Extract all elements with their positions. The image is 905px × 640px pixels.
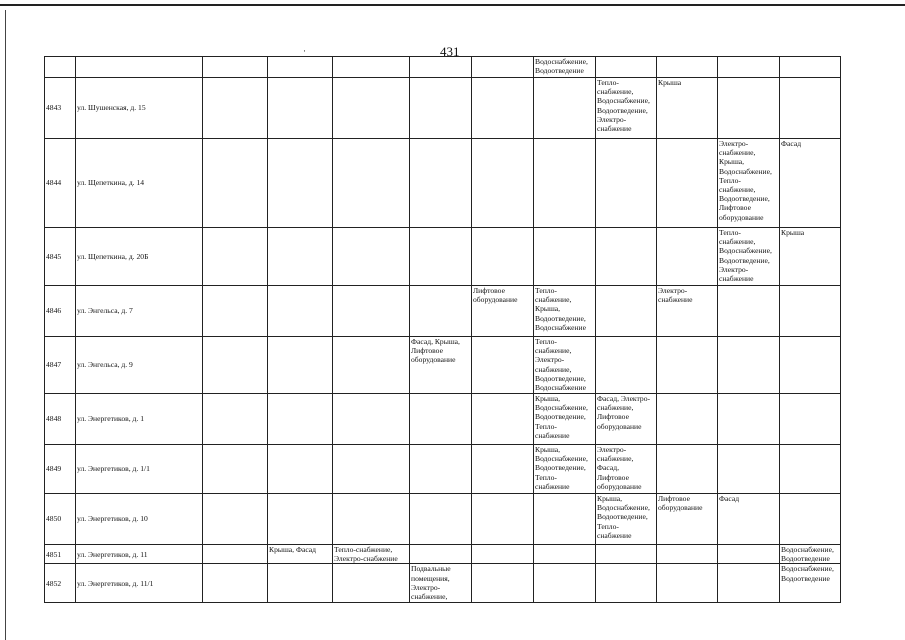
work-type-cell — [596, 139, 657, 228]
address-cell: ул. Энергетиков, д. 10 — [76, 494, 203, 545]
work-type-cell — [268, 445, 333, 494]
work-type-cell: Тепло- снабжение, Электро- снабжение, Водоотведение, Водоснабжение — [534, 337, 596, 394]
work-type-cell — [657, 394, 718, 445]
work-type-cell — [596, 564, 657, 603]
row-number: 4845 — [45, 228, 76, 286]
address-cell: ул. Энгельса, д. 9 — [76, 337, 203, 394]
work-type-cell — [333, 445, 410, 494]
work-type-cell — [268, 494, 333, 545]
top-border-line — [0, 4, 905, 6]
work-type-cell — [780, 394, 841, 445]
work-type-cell — [410, 394, 472, 445]
work-type-cell — [410, 139, 472, 228]
work-type-cell — [472, 494, 534, 545]
work-type-cell: Электро- снабжение, Фасад, Лифтовое оборудование — [596, 445, 657, 494]
work-type-cell: Крыша, Водоснабжение, Водоотведение, Тепло- снабжение — [534, 445, 596, 494]
work-type-cell: Крыша, Фасад — [268, 545, 333, 564]
row-number: 4847 — [45, 337, 76, 394]
left-border-line — [5, 10, 6, 640]
work-type-cell — [472, 545, 534, 564]
table-cell — [203, 57, 268, 78]
work-type-cell — [410, 545, 472, 564]
work-type-cell — [780, 494, 841, 545]
table-cell: Водоснабжение, Водоотведение — [534, 57, 596, 78]
work-type-cell — [472, 139, 534, 228]
work-type-cell — [718, 445, 780, 494]
work-type-cell: Фасад, Крыша, Лифтовое оборудование — [410, 337, 472, 394]
work-type-cell — [657, 564, 718, 603]
work-type-cell — [780, 78, 841, 139]
work-type-cell — [596, 337, 657, 394]
row-number: 4843 — [45, 78, 76, 139]
table-row — [45, 286, 841, 337]
scan-dot: · — [303, 46, 306, 56]
table-row — [45, 228, 841, 286]
work-type-cell: Электро- снабжение, Крыша, Водоснабжение, Тепло- снабжение, Водоотведение, Лифтовое оборудование — [718, 139, 780, 228]
work-type-cell — [472, 445, 534, 494]
work-type-cell — [410, 78, 472, 139]
work-type-cell — [534, 564, 596, 603]
row-number: 4850 — [45, 494, 76, 545]
address-cell: ул. Щепеткина, д. 20Б — [76, 228, 203, 286]
table-row — [45, 494, 841, 545]
table-cell — [333, 57, 410, 78]
table-cell — [410, 57, 472, 78]
work-type-cell — [534, 139, 596, 228]
table-row — [45, 564, 841, 603]
work-type-cell — [333, 286, 410, 337]
work-type-cell — [333, 564, 410, 603]
work-type-cell — [780, 337, 841, 394]
work-type-cell — [203, 228, 268, 286]
row-number: 4848 — [45, 394, 76, 445]
work-type-cell — [203, 139, 268, 228]
work-type-cell — [472, 394, 534, 445]
work-type-cell — [657, 139, 718, 228]
work-type-cell — [657, 228, 718, 286]
work-type-cell — [268, 564, 333, 603]
work-type-cell: Подвальные помещения, Электро- снабжение, — [410, 564, 472, 603]
table-row — [45, 394, 841, 445]
work-type-cell — [410, 445, 472, 494]
work-type-cell: Электро- снабжение — [657, 286, 718, 337]
work-type-cell — [268, 337, 333, 394]
table-row — [45, 337, 841, 394]
work-type-cell — [718, 545, 780, 564]
address-cell: ул. Энгельса, д. 7 — [76, 286, 203, 337]
work-type-cell — [596, 228, 657, 286]
work-type-cell — [534, 228, 596, 286]
work-type-cell — [472, 78, 534, 139]
table-cell — [76, 57, 203, 78]
work-type-cell — [718, 286, 780, 337]
table-cell — [268, 57, 333, 78]
work-type-cell — [410, 228, 472, 286]
page-number: 431 — [440, 44, 460, 59]
table-row — [45, 78, 841, 139]
work-type-cell — [780, 445, 841, 494]
work-type-cell — [268, 286, 333, 337]
work-type-cell — [596, 286, 657, 337]
table-cell — [657, 57, 718, 78]
work-type-cell: Крыша — [657, 78, 718, 139]
work-type-cell — [472, 564, 534, 603]
work-type-cell — [203, 78, 268, 139]
work-type-cell — [268, 139, 333, 228]
work-type-cell — [534, 545, 596, 564]
row-number: 4851 — [45, 545, 76, 564]
address-cell: ул. Энергетиков, д. 11/1 — [76, 564, 203, 603]
work-type-cell: Тепло-снабжение, Электро-снабжение — [333, 545, 410, 564]
work-type-cell — [333, 228, 410, 286]
work-type-cell — [780, 286, 841, 337]
work-type-cell — [268, 78, 333, 139]
work-type-cell — [333, 139, 410, 228]
row-number: 4849 — [45, 445, 76, 494]
work-type-cell — [718, 78, 780, 139]
work-type-cell — [534, 494, 596, 545]
work-type-cell: Фасад — [718, 494, 780, 545]
work-type-cell — [333, 78, 410, 139]
work-type-cell: Водоснабжение, Водоотведение — [780, 564, 841, 603]
table-row — [45, 445, 841, 494]
row-number: 4846 — [45, 286, 76, 337]
work-type-cell: Крыша, Водоснабжение, Водоотведение, Тепло- снабжение — [596, 494, 657, 545]
work-type-cell — [333, 394, 410, 445]
table-cell — [472, 57, 534, 78]
work-type-cell — [657, 445, 718, 494]
work-type-cell — [410, 286, 472, 337]
work-type-cell: Крыша — [780, 228, 841, 286]
work-type-cell — [203, 337, 268, 394]
work-type-cell — [472, 228, 534, 286]
work-type-cell — [203, 494, 268, 545]
row-number: 4852 — [45, 564, 76, 603]
work-type-cell — [657, 545, 718, 564]
work-type-cell: Тепло- снабжение, Водоснабжение, Водоотведение, Электро- снабжение — [718, 228, 780, 286]
work-type-cell — [203, 394, 268, 445]
table-cell — [596, 57, 657, 78]
table-row — [45, 57, 841, 78]
address-cell: ул. Энергетиков, д. 1/1 — [76, 445, 203, 494]
work-type-cell — [718, 394, 780, 445]
work-type-cell — [410, 494, 472, 545]
address-cell: ул. Щепеткина, д. 14 — [76, 139, 203, 228]
work-type-cell — [268, 228, 333, 286]
work-type-cell — [472, 337, 534, 394]
work-type-cell — [203, 564, 268, 603]
table-cell — [718, 57, 780, 78]
work-type-cell: Тепло- снабжение, Водоснабжение, Водоотведение, Электро- снабжение — [596, 78, 657, 139]
work-type-cell — [203, 545, 268, 564]
work-type-cell — [333, 494, 410, 545]
table-row — [45, 545, 841, 564]
work-type-cell — [657, 337, 718, 394]
work-type-cell — [534, 78, 596, 139]
capital-repair-table — [44, 56, 841, 603]
work-type-cell — [718, 337, 780, 394]
work-type-cell: Водоснабжение, Водоотведение — [780, 545, 841, 564]
address-cell: ул. Энергетиков, д. 1 — [76, 394, 203, 445]
work-type-cell: Фасад — [780, 139, 841, 228]
work-type-cell: Лифтовое оборудование — [472, 286, 534, 337]
address-cell: ул. Энергетиков, д. 11 — [76, 545, 203, 564]
work-type-cell — [333, 337, 410, 394]
work-type-cell — [203, 445, 268, 494]
row-number: 4844 — [45, 139, 76, 228]
work-type-cell — [203, 286, 268, 337]
table-cell — [45, 57, 76, 78]
work-type-cell: Фасад, Электро- снабжение, Лифтовое оборудование — [596, 394, 657, 445]
work-type-cell — [268, 394, 333, 445]
table-row — [45, 139, 841, 228]
table-cell — [780, 57, 841, 78]
work-type-cell: Лифтовое оборудование — [657, 494, 718, 545]
work-type-cell — [718, 564, 780, 603]
work-type-cell: Тепло- снабжение, Крыша, Водоотведение, Водоснабжение — [534, 286, 596, 337]
address-cell: ул. Шушенская, д. 15 — [76, 78, 203, 139]
work-type-cell — [596, 545, 657, 564]
work-type-cell: Крыша, Водоснабжение, Водоотведение, Тепло- снабжение — [534, 394, 596, 445]
